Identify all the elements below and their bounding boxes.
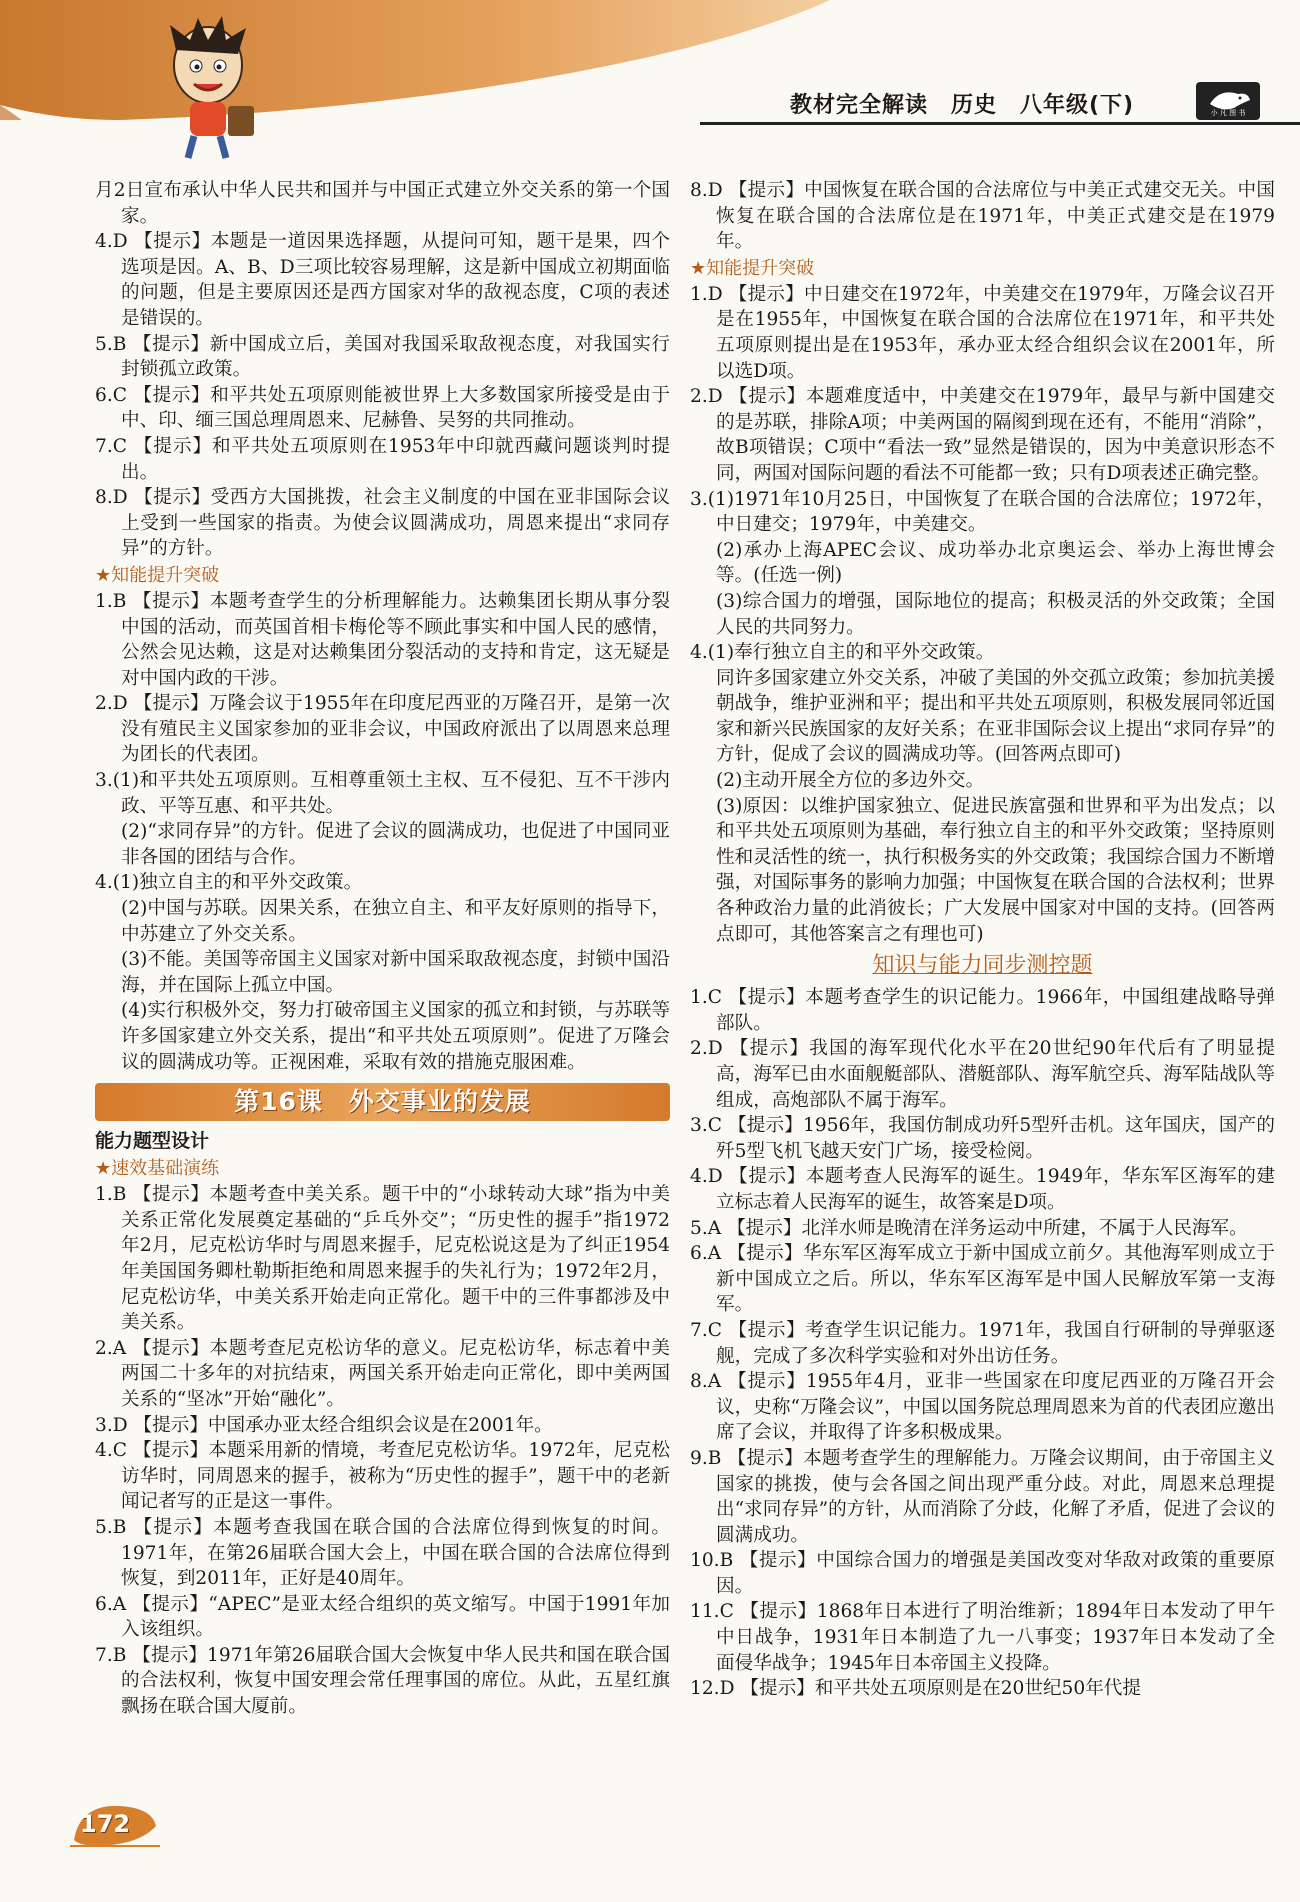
answer-item: 6.A 【提示】“APEC”是亚太经合组织的英文缩写。中国于1991年加入该组织。: [95, 1593, 670, 1641]
answer-item: 2.D 【提示】本题难度适中，中美建交在1979年，最早与新中国建交的是苏联，排除A项；中美两国的隔阂到现在还有，不能用“消除”，故B项错误；C项中“看法一致”显然是错误的，因为中美意识形态不同，两国对国际问题的看法不可能都一致；只有D项表述正确完整。: [690, 386, 1275, 484]
answer-item: 3.D 【提示】中国承办亚太经合组织会议是在2001年。: [95, 1414, 553, 1436]
answer-subitem: 同许多国家建立外交关系，冲破了美国的外交孤立政策；参加抗美援朝战争，维护亚洲和平；提出和平共处五项原则，积极发展同邻近国家和新兴民族国家的友好关系；在亚非国际会议上提出“求同存异”的方针，促成了会议的圆满成功等。(回答两点即可): [716, 667, 1275, 766]
header-title: 教材完全解读 历史 八年级(下): [790, 93, 1135, 118]
publisher-logo: [1196, 82, 1260, 120]
left-column: [95, 178, 670, 1720]
answer-item: 4.(1)独立自主的和平外交政策。: [95, 872, 363, 894]
answer-item: 2.A 【提示】本题考查尼克松访华的意义。尼克松访华，标志着中美两国二十多年的对抗结束，两国关系开始走向正常化，即中美两国关系的“坚冰”开始“融化”。: [95, 1337, 670, 1410]
mascot-icon: [150, 10, 270, 160]
answer-item: 5.B 【提示】新中国成立后，美国对我国采取敌视态度，对我国实行封锁孤立政策。: [95, 333, 670, 381]
answer-subitem: (2)承办上海APEC会议、成功举办北京奥运会、举办上海世博会等。(任选一例): [716, 539, 1275, 587]
answer-item: 7.C 【提示】考查学生识记能力。1971年，我国自行研制的导弹驱逐舰，完成了多次科学实验和对外出访任务。: [690, 1319, 1275, 1367]
answer-item: 3.C 【提示】1956年，我国仿制成功歼5型歼击机。这年国庆，国产的歼5型飞机飞越天安门广场，接受检阅。: [690, 1115, 1275, 1162]
answer-item: 4.C 【提示】本题采用新的情境，考查尼克松访华。1972年，尼克松访华时，同周恩来的握手，被称为“历史性的握手”，题干中的老新闻记者写的正是这一事件。: [95, 1440, 670, 1513]
answer-item: 6.C 【提示】和平共处五项原则能被世界上大多数国家所接受是由于中、印、缅三国总理周恩来、尼赫鲁、吴努的共同推动。: [95, 384, 670, 432]
answer-item: 12.D 【提示】和平共处五项原则是在20世纪50年代提: [690, 1678, 1141, 1700]
answer-item: 2.D 【提示】万隆会议于1955年在印度尼西亚的万隆召开，是第一次没有殖民主义国家参加的亚非会议，中国政府派出了以周恩来总理为团长的代表团。: [95, 693, 670, 766]
section-heading: ★知能提升突破: [690, 257, 815, 279]
answer-item: 7.B 【提示】1971年第26届联合国大会恢复中华人民共和国在联合国的合法权利，恢复中国安理会常任理事国的席位。从此，五星红旗飘扬在联合国大厦前。: [95, 1644, 670, 1718]
answer-item: 4.D 【提示】本题是一道因果选择题，从提问可知，题干是果，四个选项是因。A、B、D三项比较容易理解，这是新中国成立初期面临的问题，但是主要原因还是西方国家对华的敌视态度，C项的表述是错误的。: [95, 231, 670, 329]
answer-item: 1.C 【提示】本题考查学生的识记能力。1966年，中国组建战略导弹部队。: [690, 987, 1275, 1034]
right-column: [690, 178, 1275, 1702]
section-heading: ★知能提升突破: [95, 564, 220, 586]
answer-subitem: (2)中国与苏联。因果关系，在独立自主、和平友好原则的指导下，中苏建立了外交关系。: [121, 898, 670, 945]
answer-item: 3.(1)和平共处五项原则。互相尊重领土主权、互不侵犯、互不干涉内政、平等互惠、和平共处。: [95, 770, 670, 817]
answer-item: 5.A 【提示】北洋水师是晚清在洋务运动中所建，不属于人民海军。: [690, 1217, 1248, 1239]
answer-subitem: (3)原因：以维护国家独立、促进民族富强和世界和平为出发点；以和平共处五项原则为基础，奉行独立自主的和平外交政策；坚持原则性和灵活性的统一，执行积极务实的外交政策；我国综合国力不断增强，对国际事务的影响力加强；中国恢复在联合国的合法权利；世界各种政治力量的此消彼长；广大发展中国家对中国的支持。(回答两点即可，其他答案言之有理也可): [716, 795, 1275, 945]
answer-item: 11.C 【提示】1868年日本进行了明治维新；1894年日本发动了甲午中日战争，1931年日本制造了九一八事变；1937年日本发动了全面侵华战争；1945年日本帝国主义投降。: [690, 1601, 1275, 1674]
answer-item: 4.(1)奉行独立自主的和平外交政策。: [690, 642, 995, 664]
page-header: [700, 82, 1300, 132]
section-title: 知识与能力同步测控题: [872, 953, 1093, 979]
lesson-title: 第16课 外交事业的发展: [95, 1083, 670, 1121]
answer-item: 6.A 【提示】华东军区海军成立于新中国成立前夕。其他海军则成立于新中国成立之后。所以，华东军区海军是中国人民解放军第一支海军。: [690, 1243, 1275, 1316]
answer-item: 9.B 【提示】本题考查学生的理解能力。万隆会议期间，由于帝国主义国家的挑拨，使与会各国之间出现严重分歧。对此，周恩来总理提出“求同存异”的方针，从而消除了分歧，化解了矛盾，促进了会议的圆满成功。: [690, 1447, 1275, 1546]
answer-subitem: (3)不能。美国等帝国主义国家对新中国采取敌视态度，封锁中国沿海，并在国际上孤立中国。: [121, 949, 670, 996]
logo-text: 小 凡 图 书: [1210, 109, 1246, 117]
answer-item: 7.C 【提示】和平共处五项原则在1953年中印就西藏问题谈判时提出。: [95, 435, 670, 483]
answer-item: 1.B 【提示】本题考查学生的分析理解能力。达赖集团长期从事分裂中国的活动，而英国首相卡梅伦等不顾此事实和中国人民的感情，公然会见达赖，这是对达赖集团分裂活动的支持和肯定，这无疑是对中国内政的干涉。: [95, 590, 670, 689]
answer-item: 5.B 【提示】本题考查我国在联合国的合法席位得到恢复的时间。1971年，在第26届联合国大会上，中国在联合国的合法席位得到恢复，到2011年，正好是40周年。: [95, 1516, 670, 1590]
page-number-badge: [70, 1800, 160, 1850]
answer-item: 3.(1)1971年10月25日，中国恢复了在联合国的合法席位；1972年，中日建交；1979年，中美建交。: [690, 488, 1275, 536]
answer-subitem: (2)“求同存异”的方针。促进了会议的圆满成功，也促进了中国同亚非各国的团结与合作。: [121, 821, 670, 868]
answer-subitem: (2)主动开展全方位的多边外交。: [716, 770, 985, 792]
answer-item: 2.D 【提示】我国的海军现代化水平在20世纪90年代后有了明显提高，海军已由水面舰艇部队、潜艇部队、海军航空兵、海军陆战队等组成，高炮部队不属于海军。: [690, 1038, 1275, 1111]
answer-subitem: (3)综合国力的增强，国际地位的提高；积极灵活的外交政策；全国人民的共同努力。: [716, 590, 1275, 638]
answer-item: 月2日宣布承认中华人民共和国并与中国正式建立外交关系的第一个国家。: [95, 180, 670, 227]
answer-item: 4.D 【提示】本题考查人民海军的诞生。1949年，华东军区海军的建立标志着人民海军的诞生，故答案是D项。: [690, 1166, 1275, 1213]
subheading: 能力题型设计: [95, 1130, 210, 1153]
answer-subitem: (4)实行积极外交，努力打破帝国主义国家的孤立和封锁，与苏联等许多国家建立外交关系，提出“和平共处五项原则”。促进了万隆会议的圆满成功等。正视困难，采取有效的措施克服困难。: [121, 1000, 670, 1073]
answer-item: 10.B 【提示】中国综合国力的增强是美国改变对华敌对政策的重要原因。: [690, 1550, 1275, 1597]
section-heading: ★速效基础演练: [95, 1158, 220, 1180]
answer-item: 8.D 【提示】中国恢复在联合国的合法席位与中美正式建交无关。中国恢复在联合国的合法席位是在1971年，中美正式建交是在1979年。: [690, 180, 1275, 253]
header-rule: [700, 122, 1300, 125]
page-number: 172: [80, 1810, 131, 1838]
answer-item: 8.D 【提示】受西方大国挑拨，社会主义制度的中国在亚非国际会议上受到一些国家的指责。为使会议圆满成功，周恩来提出“求同存异”的方针。: [95, 487, 670, 560]
answer-item: 1.B 【提示】本题考查中美关系。题干中的“小球转动大球”指为中美关系正常化发展奠定基础的“乒乓外交”；“历史性的握手”指1972年2月，尼克松访华时与周恩来握手，尼克松说这是为了纠正1954年美国国务卿杜勒斯拒绝和周恩来握手的失礼行为；1972年2月，尼克松访华，中美关系开始走向正常化。题干中的三件事都涉及中美关系。: [95, 1184, 670, 1334]
answer-item: 8.A 【提示】1955年4月，亚非一些国家在印度尼西亚的万隆召开会议，史称“万隆会议”，中国以国务院总理周恩来为首的代表团应邀出席了会议，并取得了许多积极成果。: [690, 1371, 1275, 1444]
answer-item: 1.D 【提示】中日建交在1972年，中美建交在1979年，万隆会议召开是在1955年，中国恢复在联合国的合法席位在1971年，和平共处五项原则提出是在1953年，承办亚太经合组织会议在2001年，所以选D项。: [690, 283, 1275, 382]
